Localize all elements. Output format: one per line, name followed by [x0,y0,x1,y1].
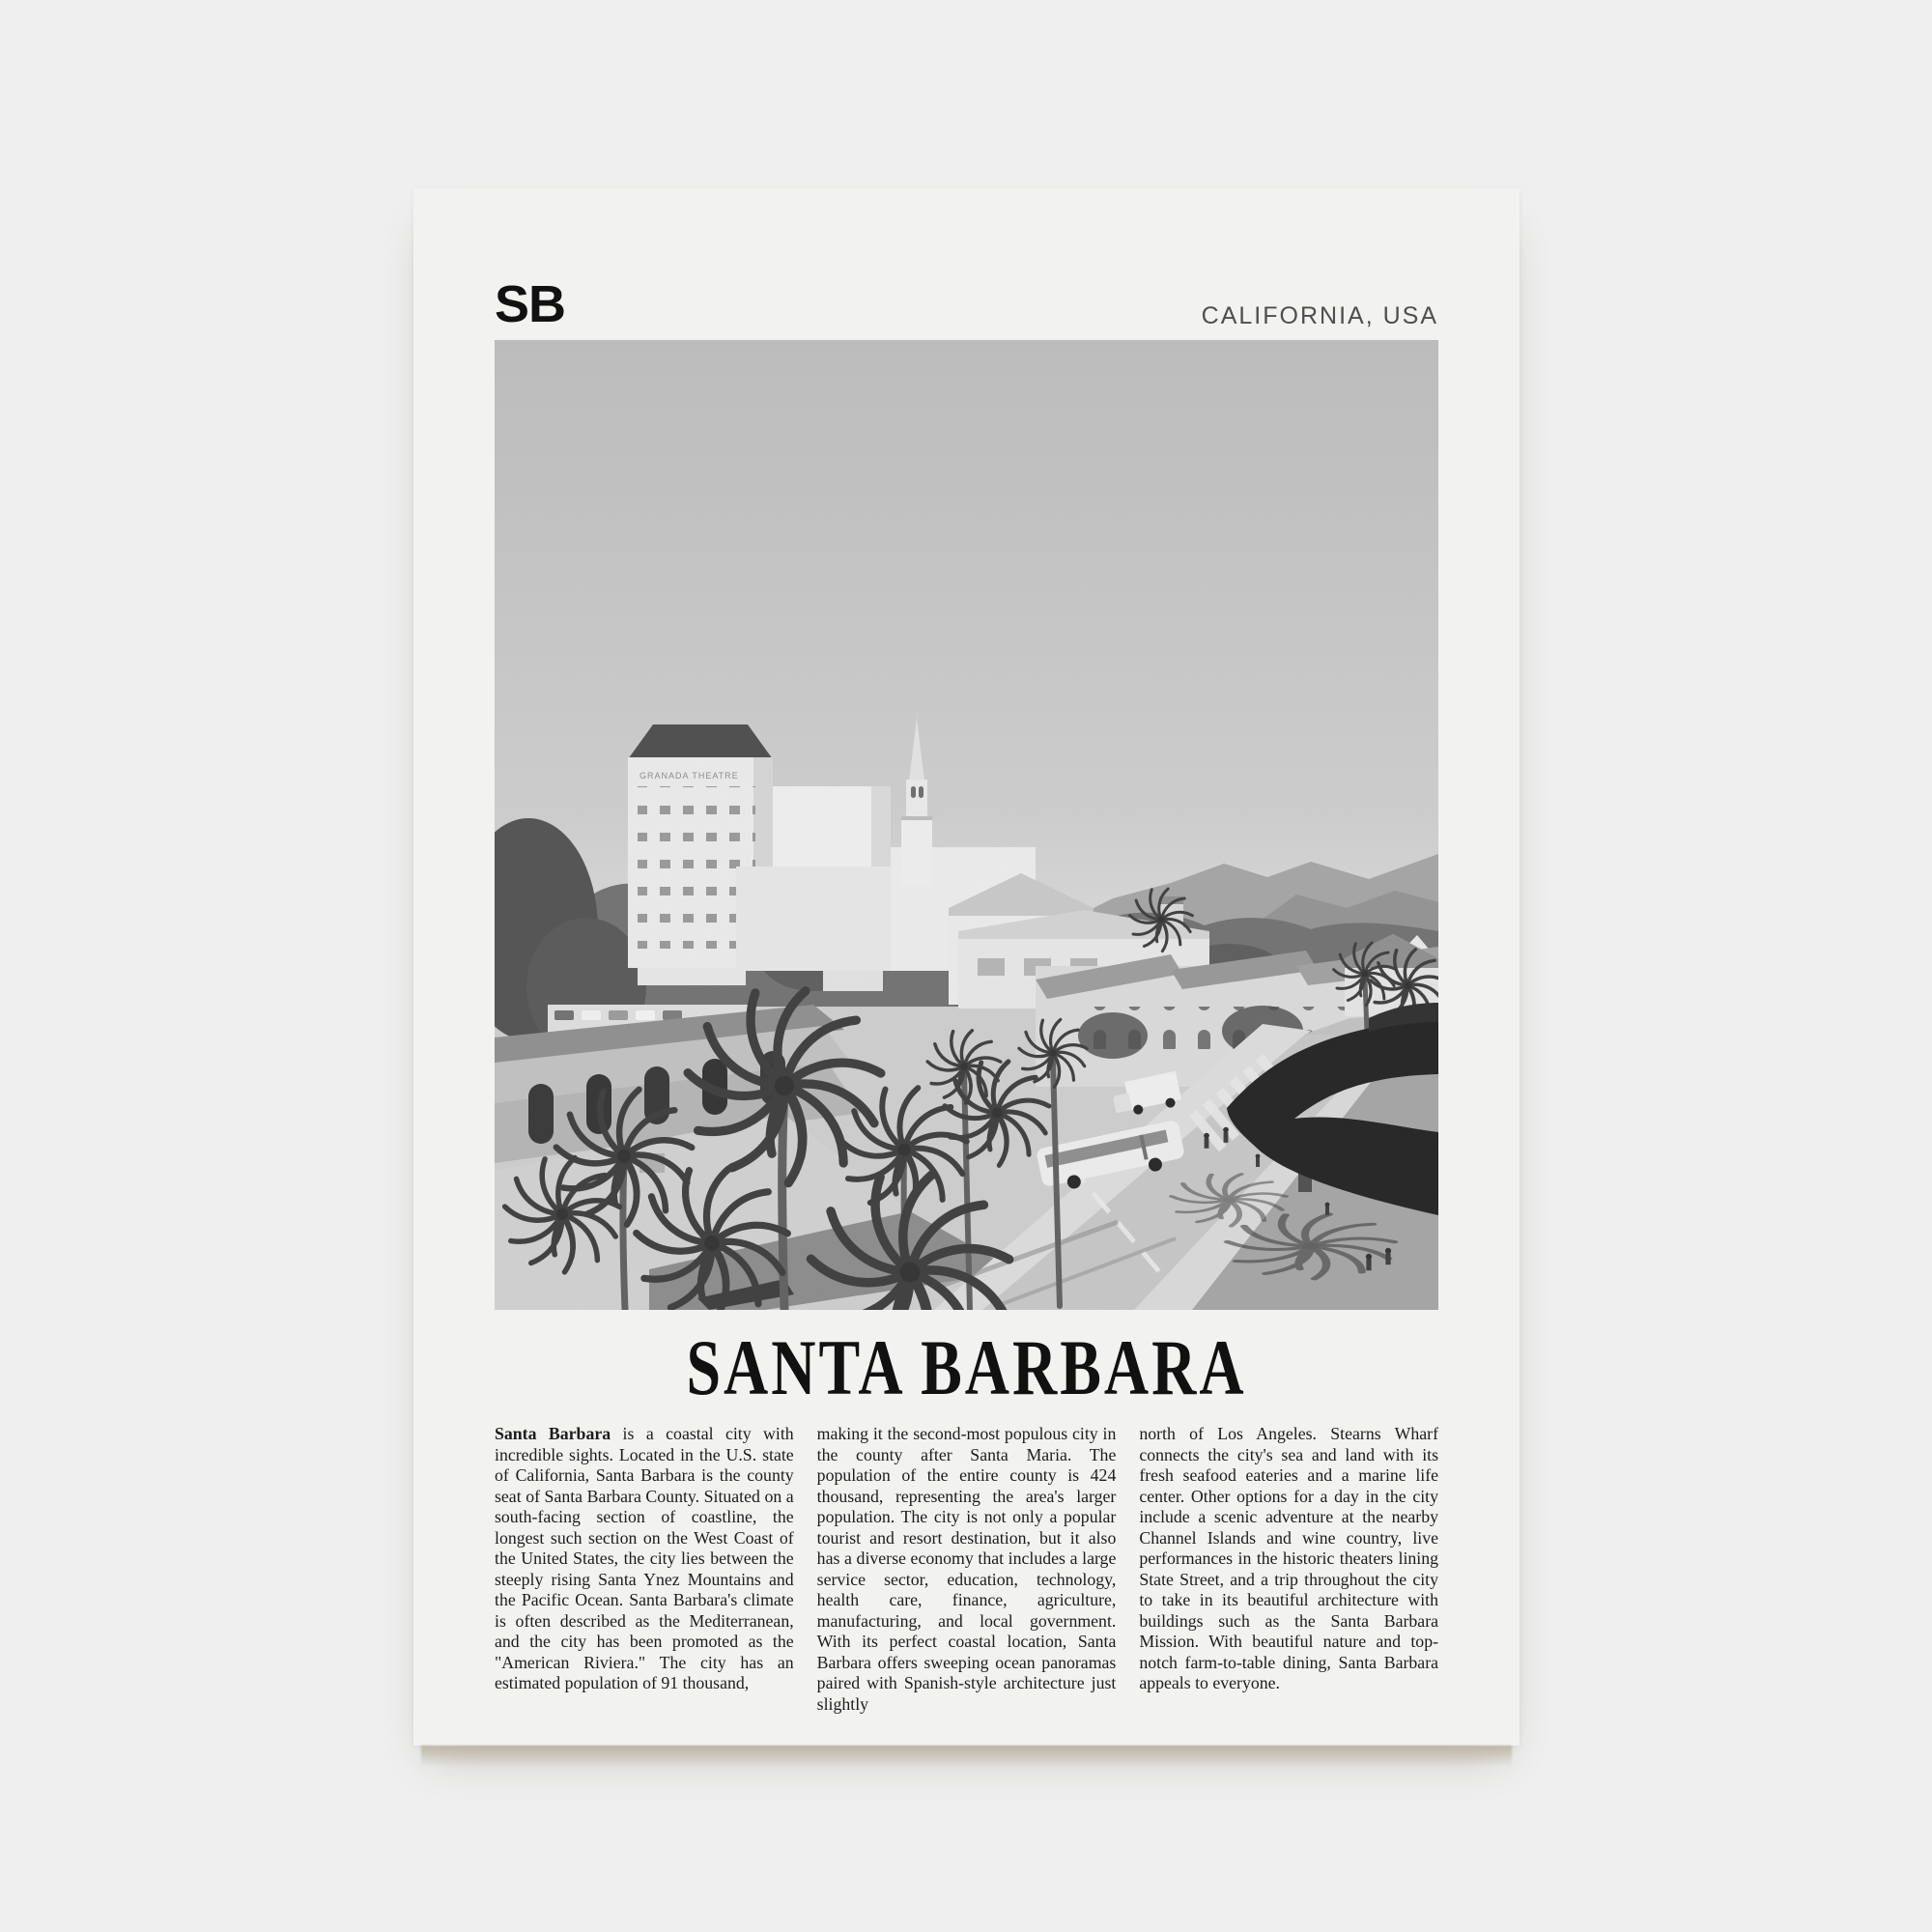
article-lead: Santa Barbara [495,1424,611,1443]
granada-theatre-sign: GRANADA THEATRE [639,771,739,781]
city-photo-scene [495,340,1438,1310]
film-grain [495,340,1438,1310]
poster-title: SANTA BARBARA [686,1322,1247,1411]
poster-location: CALIFORNIA, USA [1201,302,1438,329]
article-column-2: making it the second-most populous city in the county after Santa Maria. The population of the entire county is 424 thousand, representing the area's larger population. The city is not only a popular tourist and resort destination, but it also has a diverse economy that includes a large service sector, education, technology, health care, finance, agriculture, manufacturing, and local government. With its perfect coastal location, Santa Barbara offers sweeping ocean panoramas paired with Spanish-style architecture just slightly [816,1424,1117,1714]
poster-header [495,188,1438,340]
article-text [495,1424,1438,1715]
city-photo [495,340,1438,1310]
poster-logo: SB [495,275,566,333]
article-column-1-text: is a coastal city with incredible sights. Located in the U.S. state of California, Santa Barbara is the county seat of Santa Barbara County. Situated on a south-facing section of coastline, the longest such section on the West Coast of the United States, the city lies between the steeply rising Santa Ynez Mountains and the Pacific Ocean. Santa Barbara's climate is often described as the Mediterranean, and the city has been promoted as the "American Riviera." The city has an estimated population of 91 thousand, [495,1424,794,1692]
poster [413,188,1520,1746]
article-column-3: north of Los Angeles. Stearns Wharf connects the city's sea and land with its fresh seafood eateries and a marine life center. Other options for a day in the city include a scenic adventure at the nearby Channel Islands and wine country, live performances in the historic theaters lining State Street, and a trip throughout the city to take in its beautiful architecture with buildings such as the Santa Barbara Mission. With beautiful nature and top-notch farm-to-table dining, Santa Barbara appeals to everyone. [1139,1424,1439,1692]
article-column-1 [495,1424,794,1715]
